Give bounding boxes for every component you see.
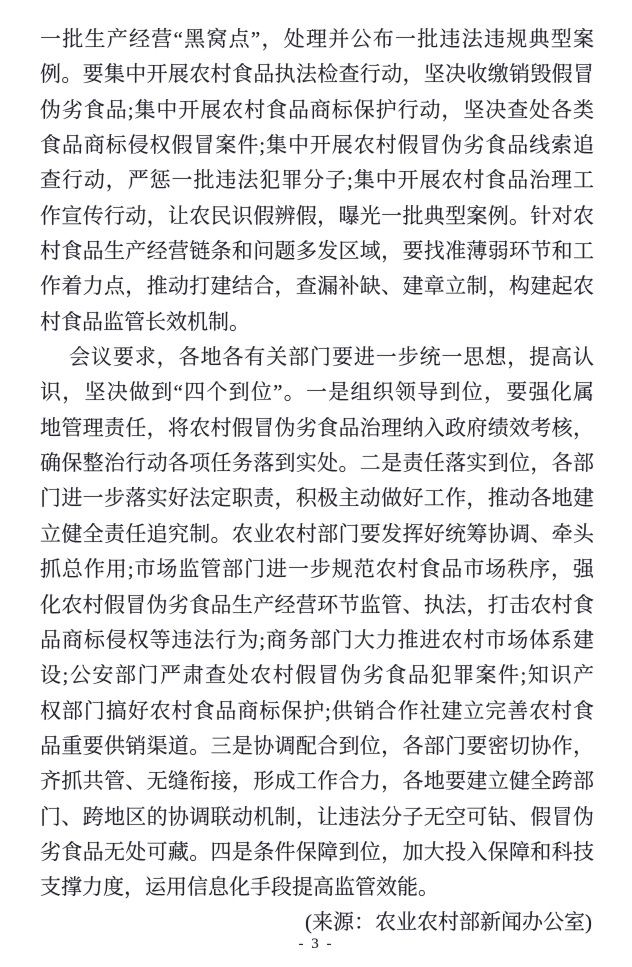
text-line: 化农村假冒伪劣食品生产经营环节监管、执法，打击农村食 (40, 592, 594, 617)
text-line: 一批生产经营“黑窝点”，处理并公布一批违法违规典型案 (40, 27, 594, 51)
text-line: 作着力点，推动打建结合，查漏补缺、建章立制，构建起农 (40, 274, 594, 299)
text-line: 查行动，严惩一批违法犯罪分子;集中开展农村食品治理工 (40, 168, 594, 193)
text-line: 品商标侵权等违法行为;商务部门大力推进农村市场体系建 (40, 627, 594, 652)
text-line: 会议要求，各地各有关部门要进一步统一思想，提高认 (69, 345, 594, 370)
text-line: 伪劣食品;集中开展农村食品商标保护行动，坚决查处各类 (40, 97, 594, 122)
text-line: 设;公安部门严肃查处农村假冒伪劣食品犯罪案件;知识产 (40, 663, 594, 688)
text-line: 食品商标侵权假冒案件;集中开展农村假冒伪劣食品线索追 (40, 133, 594, 158)
text-line: 作宣传行动，让农民识假辨假，曝光一批典型案例。针对农 (40, 203, 594, 228)
source-attribution: (来源：农业农村部新闻办公室) (305, 910, 592, 934)
paragraph (40, 340, 594, 906)
paragraph (40, 22, 594, 340)
text-line: 确保整治行动各项任务落到实处。二是责任落实到位，各部 (40, 451, 594, 476)
page-number: - 3 - (298, 936, 334, 952)
text-line: 支撑力度，运用信息化手段提高监管效能。 (40, 875, 439, 900)
document-body (40, 22, 594, 906)
text-line: 门、跨地区的协调联动机制，让违法分子无空可钻、假冒伪 (40, 804, 594, 829)
text-line: 权部门搞好农村食品商标保护;供销合作社建立完善农村食 (40, 698, 594, 723)
text-line: 村食品生产经营链条和问题多发区域，要找准薄弱环节和工 (40, 239, 594, 264)
text-line: 抓总作用;市场监管部门进一步规范农村食品市场秩序，强 (40, 557, 594, 582)
text-line: 劣食品无处可藏。四是条件保障到位，加大投入保障和科技 (40, 839, 594, 864)
text-line: 村食品监管长效机制。 (40, 309, 250, 334)
text-line: 品重要供销渠道。三是协调配合到位，各部门要密切协作， (40, 733, 594, 758)
text-line: 立健全责任追究制。农业农村部门要发挥好统筹协调、牵头 (40, 521, 594, 546)
text-line: 例。要集中开展农村食品执法检查行动，坚决收缴销毁假冒 (40, 62, 594, 87)
text-line: 地管理责任，将农村假冒伪劣食品治理纳入政府绩效考核， (40, 415, 594, 440)
text-line: 识，坚决做到“四个到位”。一是组织领导到位，要强化属 (40, 380, 594, 405)
text-line: 门进一步落实好法定职责，积极主动做好工作，推动各地建 (40, 486, 594, 511)
text-line: 齐抓共管、无缝衔接，形成工作合力，各地要建立健全跨部 (40, 769, 594, 794)
